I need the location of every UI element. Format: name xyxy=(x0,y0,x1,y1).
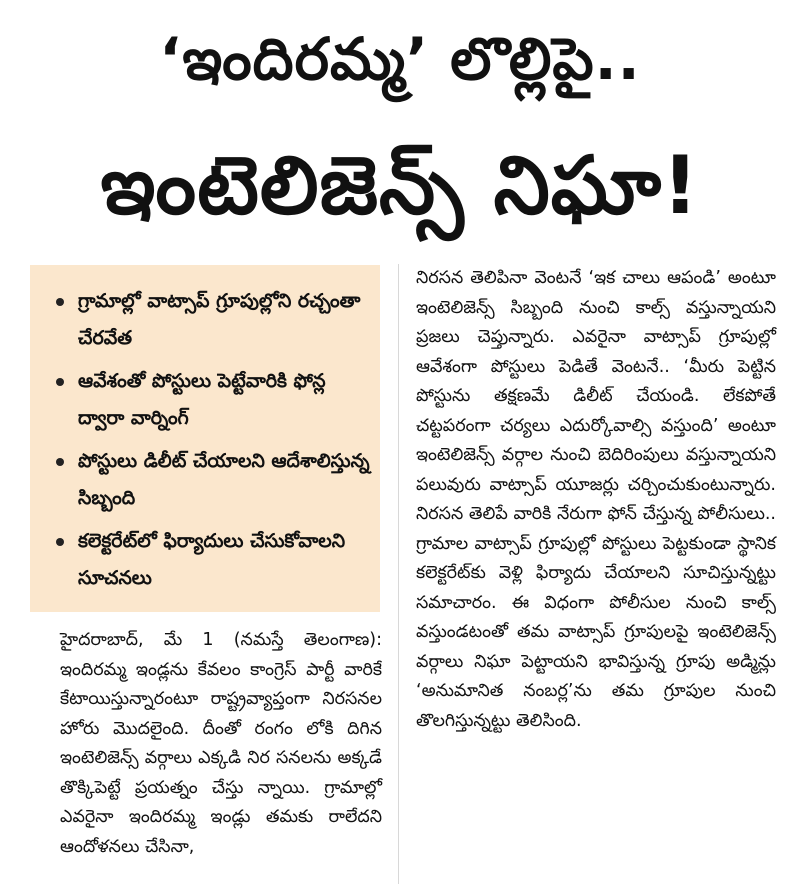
highlights-list xyxy=(54,283,370,597)
headline-line-1: ‘ఇందిరమ్మ’ లొల్లిపై.. xyxy=(159,25,641,93)
highlight-text: ఆవేశంతో పోస్టులు పెట్టేవారికి ఫోన్ల ద్వారా వార్నింగ్ xyxy=(78,370,326,429)
highlight-text: కలెక్టరేట్‌లో ఫిర్యాదులు చేసుకోవాలని సూచనలు xyxy=(78,530,346,589)
article-body-left-column: హైదరాబాద్, మే 1 (నమస్తే తెలంగాణ): ఇందిరమ్మ ఇండ్లను కేవలం కాంగ్రెస్ పార్టీ వారికే కేటాయిస్తున్నారంటూ రాష్ట్రవ్యాప్తంగా నిరసనల హోరు మొదలైంది. దీంతో రంగం లోకి దిగిన ఇంటెలిజెన్స్ వర్గాలు ఎక్కడి నిర సనలను అక్కడే తొక్కిపెట్టే ప్రయత్నం చేస్తు న్నాయి. గ్రామాల్లో ఎవరైనా ఇందిరమ్మ ఇండ్లు తమకు రాలేదని ఆందోళనలు చేసినా, xyxy=(60,630,382,857)
highlight-item xyxy=(54,443,370,517)
bullet-icon xyxy=(56,538,64,546)
bullet-icon xyxy=(56,378,64,386)
highlight-item xyxy=(54,523,370,597)
bullet-icon xyxy=(56,458,64,466)
highlight-item xyxy=(54,363,370,437)
highlight-item xyxy=(54,283,370,357)
highlight-text: పోస్టులు డిలీట్ చేయాలని ఆదేశాలిస్తున్న సిబ్బంది xyxy=(78,450,370,509)
headline-line-2: ఇంటెలిజెన్స్ నిఘా! xyxy=(100,139,700,232)
highlights-box xyxy=(30,265,380,612)
article-body-right-column: నిరసన తెలిపినా వెంటనే ‘ఇక చాలు ఆపండి’ అంటూ ఇంటెలిజెన్స్ సిబ్బంది నుంచి కాల్స్ వస్తున్నాయని ప్రజలు చెప్తున్నారు. ఎవరైనా వాట్సాప్ గ్రూపుల్లో ఆవేశంగా పోస్టులు పెడితే వెంటనే.. ‘మీరు పెట్టిన పోస్టును తక్షణమే డిలీట్ చేయండి. లేకపోతే చట్టపరంగా చర్యలు ఎదుర్కోవాల్సి వస్తుంది’ అంటూ ఇంటెలిజెన్స్ వర్గాల నుంచి బెదిరింపులు వస్తున్నాయని పలువురు వాట్సాప్ యూజర్లు చర్చించుకుంటున్నారు. నిరసన తెలిపే వారికి నేరుగా ఫోన్ చేస్తున్న పోలీసులు.. గ్రామాల వాట్సాప్ గ్రూపుల్లో పోస్టులు పెట్టకుండా స్థానిక కలెక్టరేట్‌కు వెళ్లి ఫిర్యాదు చేయాలని సూచిస్తున్నట్టు సమాచారం. ఈ విధంగా పోలీసుల నుంచి కాల్స్ వస్తుండటంతో తమ వాట్సాప్ గ్రూపులపై ఇంటెలిజెన్స్ వర్గాలు నిఘా పెట్టాయని భావిస్తున్న గ్రూపు అడ్మిన్లు ‘అనుమానిత నంబర్ల’ను తమ గ్రూపుల నుంచి తొలగిస్తున్నట్టు తెలిసింది. xyxy=(416,268,776,731)
column-divider xyxy=(398,264,399,884)
highlight-text: గ్రామాల్లో వాట్సాప్ గ్రూపుల్లోని రచ్చంతా చేరవేత xyxy=(78,290,361,349)
bullet-icon xyxy=(56,298,64,306)
